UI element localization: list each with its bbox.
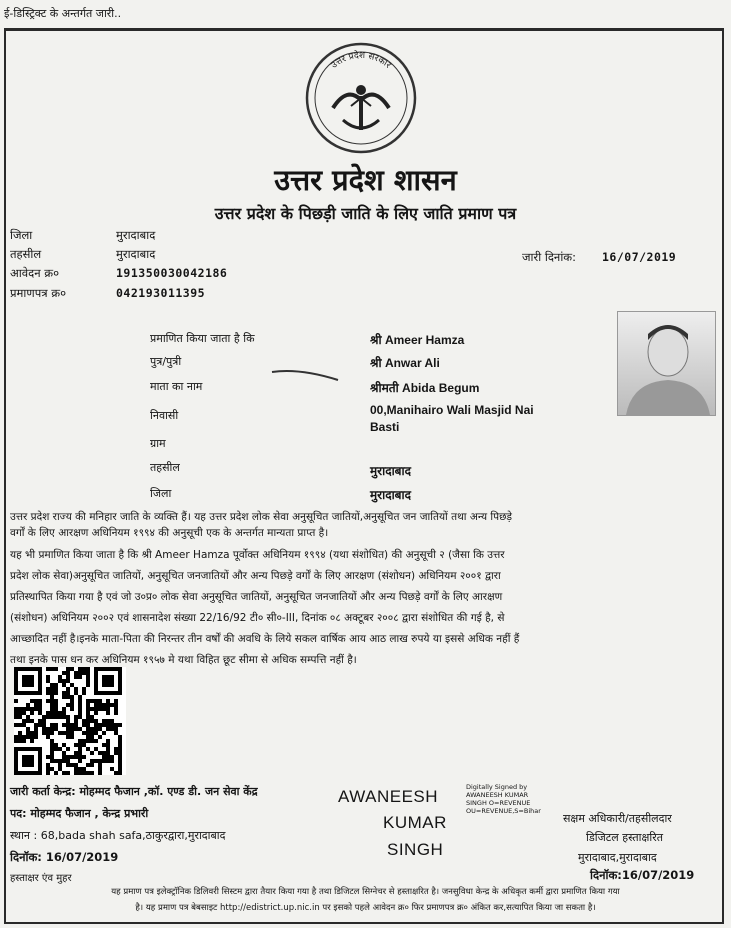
para-caste-line2: वर्गों के लिए आरक्षण अधिनियम १९९४ की अनुसूची एक के अन्तर्गत मान्यता प्राप्त है। bbox=[10, 527, 329, 539]
pen-mark bbox=[270, 366, 340, 382]
field-label-tehsil: तहसील bbox=[150, 461, 180, 474]
competent-officer: सक्षम अधिकारी/तहसीलदार bbox=[563, 812, 672, 825]
application-number: 191350030042186 bbox=[116, 266, 228, 280]
issuer-designation: पद: मोहम्मद फैजान , केन्द्र प्रभारी bbox=[10, 807, 149, 820]
application-label: आवेदन क्र० bbox=[10, 266, 60, 280]
field-value-name: श्री Ameer Hamza bbox=[370, 333, 465, 347]
field-label-village: ग्राम bbox=[150, 437, 166, 450]
issuer-date: दिनॉक: 16/07/2019 bbox=[10, 850, 119, 864]
signer-name-line2: KUMAR bbox=[383, 813, 447, 832]
field-value-tehsil: मुरादाबाद bbox=[370, 464, 412, 478]
field-label-son-of: पुत्र/पुत्री bbox=[150, 355, 182, 368]
field-value-father: श्री Anwar Ali bbox=[370, 356, 440, 370]
footer-note-line2: है। यह प्रमाण पत्र बेबसाइट http://edistrict.up.nic.in पर इसको पहले आवेदन क्र० फिर प्रमाणपत्र क्र० अंकित कर,सत्यापित किया जा सकता है। bbox=[135, 903, 596, 913]
qr-code bbox=[14, 667, 126, 775]
digital-sign-line4: OU=REVENUE,S=Bihar bbox=[466, 807, 541, 815]
applicant-photo bbox=[617, 311, 716, 416]
signer-name-line1: AWANEESH bbox=[338, 787, 439, 806]
para-cert-line2: प्रदेश लोक सेवा)अनुसूचित जातियों, अनुसूचित जनजातियों और अन्य पिछड़े वर्गों के लिए आरक्षण (संशोधन) अधिनियम २००१ द्वारा bbox=[10, 570, 501, 582]
certificate-number: 042193011395 bbox=[116, 286, 206, 300]
issuer-place: स्थान : 68,bada shah safa,ठाकुरद्वारा,मुरादाबाद bbox=[10, 829, 226, 842]
certificate-subtitle: उत्तर प्रदेश के पिछड़ी जाति के लिए जाति प्रमाण पत्र bbox=[214, 204, 517, 223]
para-cert-line5: आच्छादित नहीं है।इनके माता-पिता की निरन्तर तीन वर्षों की अवधि के लिये सकल वार्षिक आय आठ लाख रुपये या इससे अधिक नहीं हैं bbox=[10, 633, 520, 645]
footer-note-line1: यह प्रमाण पत्र इलेक्ट्रॉनिक डिलिवरी सिस्टम द्वारा तैयार किया गया है तथा डिजिटल सिग्नेचर से हस्ताक्षरित है। जनसुविधा केन्द्र के अधिकृत कर्मी द्वारा प्रमाणित किया गया bbox=[111, 887, 620, 897]
top-note: ई-डिस्ट्रिक्ट के अन्तर्गत जारी.. bbox=[4, 7, 122, 20]
person-silhouette-icon bbox=[618, 312, 715, 415]
field-value-mother: श्रीमती Abida Begum bbox=[370, 381, 480, 395]
digitally-signed-label: डिजिटल हस्ताक्षरित bbox=[586, 831, 663, 844]
field-label-certified: प्रमाणित किया जाता है कि bbox=[150, 332, 255, 345]
svg-text:उत्तर प्रदेश सरकार: उत्तर प्रदेश सरकार bbox=[329, 50, 393, 71]
sign-seal-label: हस्ताक्षर एंव मुहर bbox=[10, 873, 72, 884]
tehsil-value: मुरादाबाद bbox=[116, 247, 156, 261]
digital-sign-line3: SINGH O=REVENUE bbox=[466, 799, 531, 807]
issue-date: 16/07/2019 bbox=[602, 250, 677, 264]
field-label-mother: माता का नाम bbox=[150, 380, 203, 393]
para-cert-line3: प्रतिस्थापित किया गया है एवं जो उ०प्र० लोक सेवा अनुसूचित जातियों, अनुसूचित जनजातियों और अन्य पिछड़े वर्गों के लिए आरक्षण bbox=[10, 591, 503, 603]
district-label: जिला bbox=[10, 228, 33, 242]
para-caste-line1: उत्तर प्रदेश राज्य की मनिहार जाति के व्यक्ति हैं। यह उत्तर प्रदेश लोक सेवा अनुसूचित जातियों,अनुसूचित जन जातियों तथा अन्य पिछड़े bbox=[10, 511, 513, 523]
certificate-number-label: प्रमाणपत्र क्र० bbox=[10, 286, 67, 300]
field-value-district: मुरादाबाद bbox=[370, 488, 412, 502]
para-cert-line4: (संशोधन) अधिनियम २००२ एवं शासनादेश संख्या 22/16/92 टी० सी०-III, दिनांक ०८ अक्टूबर २००८ द्वारा संशोधित की गई है, से bbox=[10, 612, 505, 624]
tehsil-label: तहसील bbox=[10, 247, 42, 261]
digital-sign-line1: Digitally Signed by bbox=[466, 783, 528, 791]
field-value-village: Basti bbox=[370, 420, 400, 434]
issuer-center: जारी कर्ता केन्द्र: मोहम्मद फैजान ,कॉ. एण्ड डी. जन सेवा केंद्र bbox=[10, 785, 258, 798]
officer-date: दिनॉक:16/07/2019 bbox=[590, 868, 695, 882]
up-state-emblem bbox=[303, 40, 419, 156]
signer-name-line3: SINGH bbox=[387, 840, 444, 859]
field-value-address: 00,Manihairo Wali Masjid Nai bbox=[370, 403, 534, 417]
officer-place: मुरादाबाद,मुरादाबाद bbox=[578, 851, 657, 864]
field-label-district: जिला bbox=[150, 487, 172, 500]
para-cert-line1: यह भी प्रमाणित किया जाता है कि श्री Ameer Hamza पूर्वोक्त अधिनियम १९९४ (यथा संशोधित) की अनुसूची २ (जैसा कि उत्तर bbox=[10, 549, 505, 561]
certificate-title: उत्तर प्रदेश शासन bbox=[274, 163, 457, 197]
para-cert-line6: तथा इनके पास धन कर अधिनियम १९५७ मे यथा विहित छूट सीमा से अधिक सम्पत्ति नहीं है। bbox=[10, 654, 357, 666]
issue-date-label: जारी दिनांक: bbox=[522, 250, 577, 264]
district-value: मुरादाबाद bbox=[116, 228, 156, 242]
digital-sign-line2: AWANEESH KUMAR bbox=[466, 791, 529, 799]
field-label-resident: निवासी bbox=[150, 409, 179, 422]
